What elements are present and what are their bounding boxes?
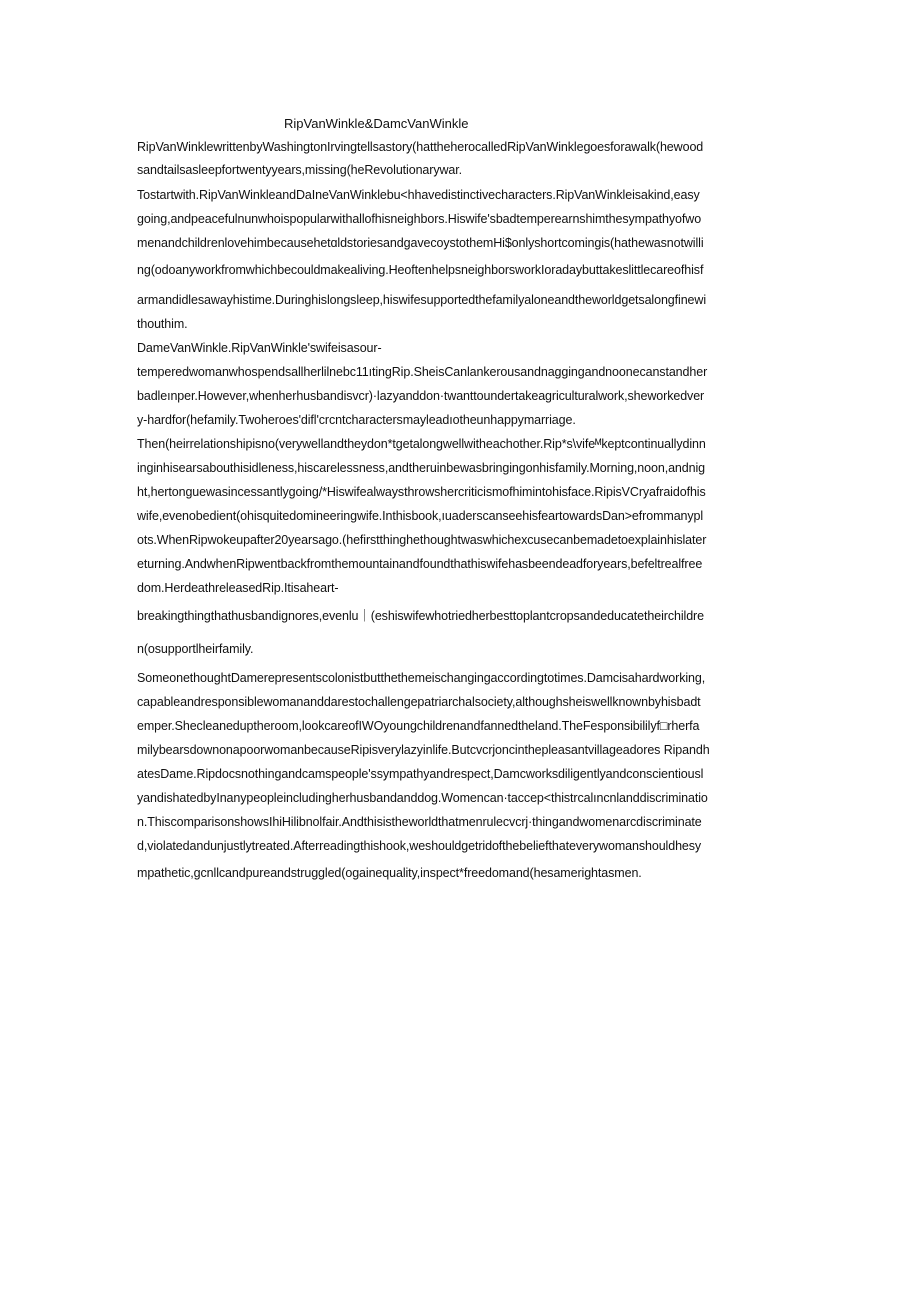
text-line: mpathetic,gcnllcandpureandstruggled(ogainequality,inspect*freedomand(hesamerightasmen. xyxy=(137,866,642,880)
text-line: capableandresponsiblewomananddarestochallengepatriarchalsociety,althoughsheiswellknownbyhisbadt xyxy=(137,695,701,709)
text-line: Tostartwith.RipVanWinkleandDaIneVanWinklebu<hhavedistinctivecharacters.RipVanWinkleisakind,easy xyxy=(137,188,700,202)
text-line: SomeonethoughtDamerepresentscolonistbutthethemeischangingaccordingtotimes.Damcisahardworking, xyxy=(137,671,706,685)
text-line: armandidlesawayhistime.Duringhislongsleep,hiswifesupportedthefamilyaloneandtheworldgetsalongfinewi xyxy=(137,293,707,307)
text-line: badleınper.However,whenherhusbandisvcr)·lazyanddon·twanttoundertakeagriculturalwork,sheworkedver xyxy=(137,389,705,403)
text-line: wife,evenobedient(ohisquitedomineeringwife.Inthisbook,ıuaderscanseehisfeartowardsDan>efrommanypl xyxy=(137,509,704,523)
text-line: sandtailsasleepfortwentyyears,missing(heRevolutionarywar. xyxy=(137,163,463,177)
text-line: yandishatedbyInanypeopleincludingherhusbandanddog.Womencan·taccep<thistrcalıncnlanddiscriminatio xyxy=(137,791,708,805)
text-line: menandchildrenlovehimbecausehetɑldstoriesandgavecoystothemHi$onlyshortcomingis(hathewasnotwilli xyxy=(137,236,704,250)
text-line: d,violatedandunjustlytreated.Afterreadingthishook,weshouldgetridofthebeliefthateverywomanshouldhesy xyxy=(137,839,702,853)
text-line: dom.HerdeathreleasedRip.Itisaheart- xyxy=(137,581,339,595)
text-line: y-hardfor(hefamily.Twoheroes'difl'crcntcharactersmayleadıotheunhappymarriage. xyxy=(137,413,576,427)
text-line: Then(heirrelationshipisno(verywellandtheydon*tgetalongwellwitheachother.Rip*s\vifeᴹkeptcontinuallydinn xyxy=(137,437,706,451)
text-line: breakingthingthathusbandignores,evenlu｜(eshiswifewhotriedherbesttoplantcropsandeducatetheirchildre xyxy=(137,609,704,623)
document-title: RipVanWinkle&DamcVanWinkle xyxy=(284,116,469,131)
text-line: inginhisearsabouthisidleness,hiscarelessness,andtheruinbewasbringingonhisfamily.Morning,noon,andnig xyxy=(137,461,706,475)
text-line: emper.Shecleaneduptheroom,lookcareofIWOyoungchildrenandfannedtheland.TheFesponsibililyf□rherfa xyxy=(137,719,700,733)
text-line: n.ThiscomparisonshowsIhiHilibnolfair.Andthisistheworldthatmenrulecvcrj·thingandwomenarcdiscriminate xyxy=(137,815,702,829)
text-line: RipVanWinklewrittenbyWashingtonIrvingtellsastory(hattheherocalledRipVanWinklegoesforawalk(hewood xyxy=(137,140,704,154)
text-line: going,andpeacefulnunwhoispopularwithallofhisneighbors.Hiswife'sbadtemperearnshimthesympathyofwo xyxy=(137,212,702,226)
text-line: ng(odoanyworkfromwhichbecouldmakealiving.HeoftenhelpsneighborsworkIoradaybuttakeslittlecareofhisf xyxy=(137,263,704,277)
text-line: ots.WhenRipwokeupafter20yearsago.(hefirstthinghethoughtwaswhichexcusecanbemadetoexplainhislater xyxy=(137,533,707,547)
text-line: DameVanWinkle.RipVanWinkle'swifeisasour- xyxy=(137,341,382,355)
text-line: thouthim. xyxy=(137,317,188,331)
text-line: n(osupportlheirfamily. xyxy=(137,642,254,656)
text-line: temperedwomanwhospendsallherlilnebc11ıtingRip.SheisCanlankerousandnaggingandnoonecanstandher xyxy=(137,365,708,379)
text-line: ht,hertonguewasincessantlygoing/*Hiswifealwaysthrowshercriticismofhimintohisface.RipisVCryafraidofhis xyxy=(137,485,706,499)
text-line: milybearsdownonapoorwomanbecauseRipisverylazyinlife.Butcvcrjoncinthepleasantvillageadores Ripandh xyxy=(137,743,710,757)
text-line: atesDame.Ripdocsnothingandcamspeople'ssympathyandrespect,Damcworksdiligentlyandconscientiousl xyxy=(137,767,704,781)
text-line: eturning.AndwhenRipwentbackfromthemountainandfoundthathiswifehasbeendeadforyears,befeltrealfree xyxy=(137,557,703,571)
